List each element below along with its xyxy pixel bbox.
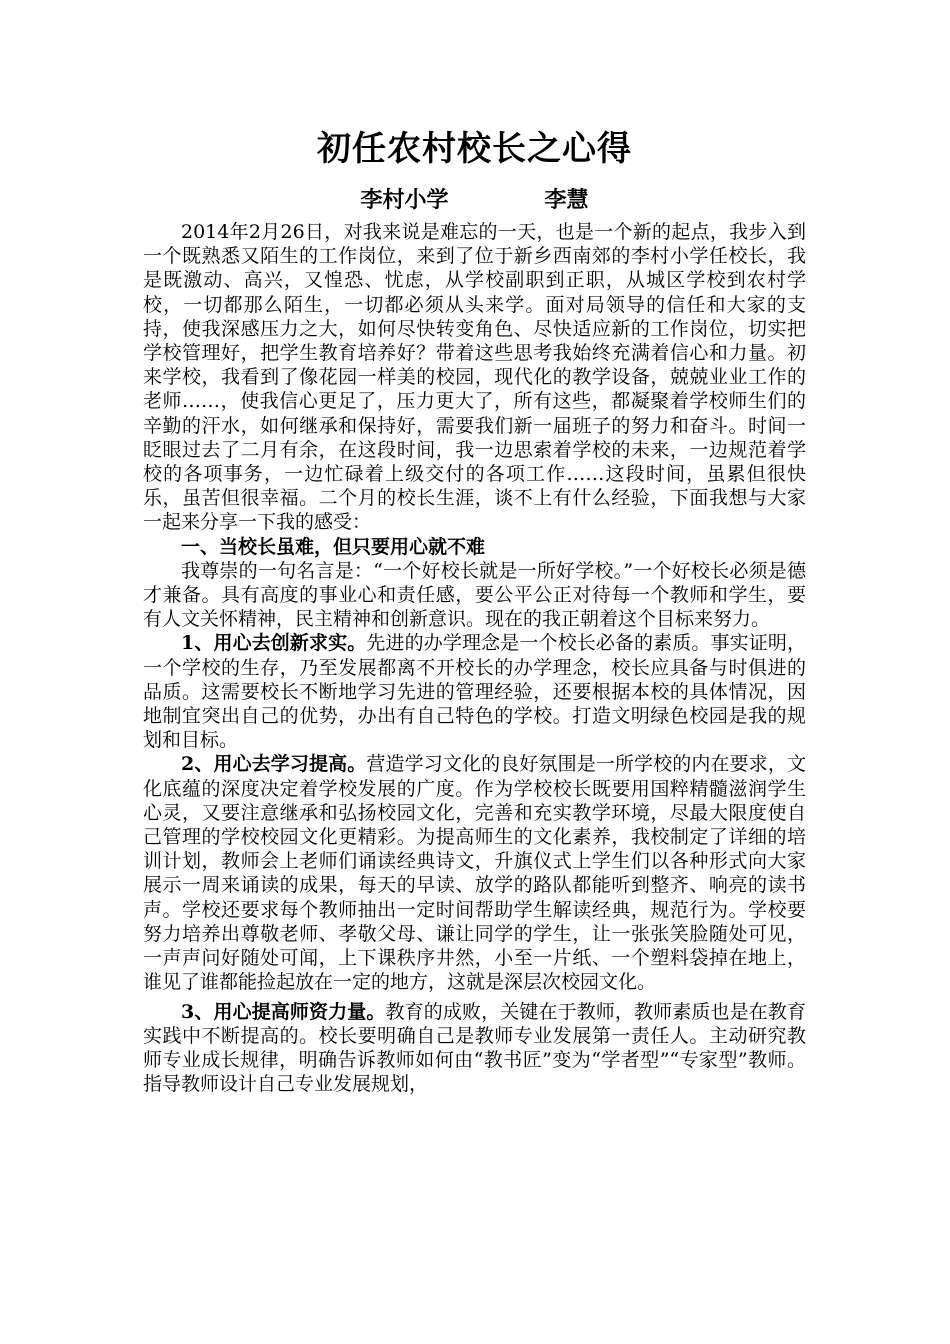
section-1-paragraph: 我尊崇的一句名言是：“一个好校长就是一所好学校。”一个好校长必须是德才兼备。具有高度的事业心和责任感，要公平公正对待每一个教师和学生，要有人文关怀精神，民主精神和创新意识。现在的我正朝着这个目标来努力。 xyxy=(143,559,806,631)
point-1-body: 先进的办学理念是一个校长必备的素质。事实证明，一个学校的生存，乃至发展都离不开校长的办学理念，校长应具备与时俱进的品质。这需要校长不断地学习先进的管理经验，还要根据本校的具体情况，因地制宜突出自己的优势，办出有自己特色的学校。打造文明绿色校园是我的规划和目标。 xyxy=(143,632,806,752)
point-3-paragraph xyxy=(143,1000,806,1097)
section-1-heading: 一、当校长虽难，但只要用心就不难 xyxy=(181,535,486,558)
point-1-paragraph xyxy=(143,631,806,752)
byline-author: 李慧 xyxy=(544,187,589,213)
document-page xyxy=(143,122,806,1096)
point-1-lead: 1、用心去创新求实。 xyxy=(181,632,367,655)
point-2-paragraph xyxy=(143,752,806,994)
point-2-lead: 2、用心去学习提高。 xyxy=(181,753,367,776)
byline xyxy=(143,182,806,218)
point-3-lead: 3、用心提高师资力量。 xyxy=(181,1000,386,1023)
document-title: 初任农村校长之心得 xyxy=(317,129,632,169)
byline-school: 李村小学 xyxy=(360,187,449,213)
point-2-body: 营造学习文化的良好氛围是一所学校的内在要求，文化底蕴的深度决定着学校发展的广度。作为学校校长既要用国粹精髓滋润学生心灵，又要注意继承和弘扬校园文化，完善和充实教学环境，尽最大限度使自己管理的学校校园文化更精彩。为提高师生的文化素养，我校制定了详细的培训计划，教师会上老师们诵读经典诗文，升旗仪式上学生们以各种形式向大家展示一周来诵读的成果，每天的早读、放学的路队都能听到整齐、响亮的读书声。学校还要求每个教师抽出一定时间帮助学生解读经典，规范行为。学校要努力培养出尊敬老师、孝敬父母、谦让同学的学生，让一张张笑脸随处可见，一声声问好随处可闻，上下课秩序井然，小至一片纸、一个塑料袋掉在地上，谁见了谁都能捡起放在一定的地方，这就是深层次校园文化。 xyxy=(143,753,806,994)
intro-paragraph: 2014年2月26日，对我来说是难忘的一天，也是一个新的起点，我步入到一个既熟悉又陌生的工作岗位，来到了位于新乡西南郊的李村小学任校长，我是既激动、高兴，又惶恐、忧虑，从学校副职到正职，从城区学校到农村学校，一切都那么陌生，一切都必须从头来学。面对局领导的信任和大家的支持，使我深感压力之大，如何尽快转变角色、尽快适应新的工作岗位，切实把学校管理好，把学生教育培养好？带着这些思考我始终充满着信心和力量。初来学校，我看到了像花园一样美的校园，现代化的教学设备，兢兢业业工作的老师……，使我信心更足了，压力更大了，所有这些，都凝聚着学校师生们的辛勤的汗水，如何继承和保持好，需要我们新一届班子的努力和奋斗。时间一眨眼过去了二月有余，在这段时间，我一边思索着学校的未来，一边规范着学校的各项事务，一边忙碌着上级交付的各项工作……这段时间，虽累但很快乐，虽苦但很幸福。二个月的校长生涯，谈不上有什么经验，下面我想与大家一起来分享一下我的感受： xyxy=(143,221,806,534)
point-3-body: 教育的成败，关键在于教师，教师素质也是在教育实践中不断提高的。校长要明确自己是教师专业发展第一责任人。主动研究教师专业成长规律，明确告诉教师如何由“教书匠”变为“学者型”“专家型”教师。指导教师设计自己专业发展规划， xyxy=(143,1000,806,1096)
